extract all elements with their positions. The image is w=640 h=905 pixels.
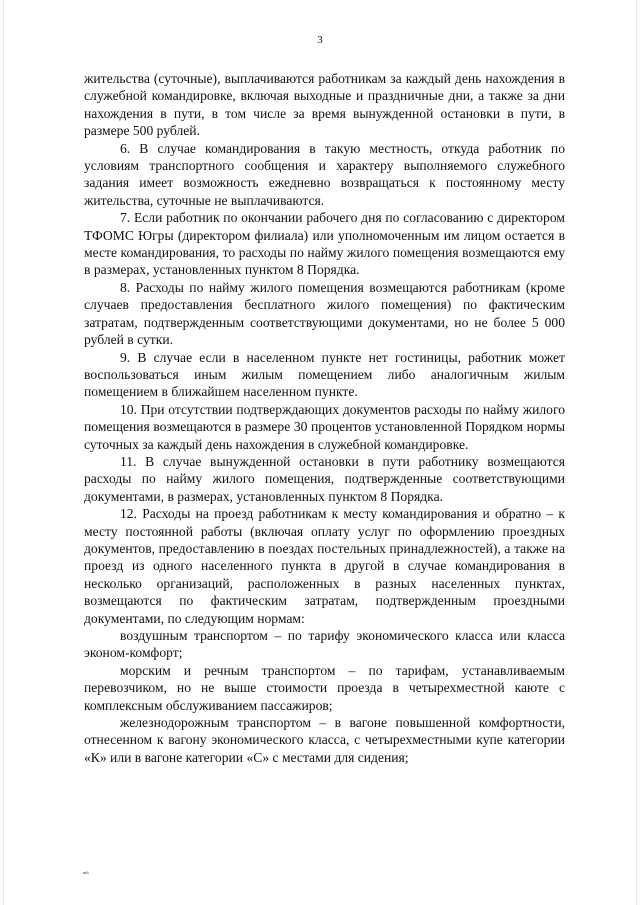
footer-mark: ᵐᵇ <box>83 870 89 878</box>
paragraph-air-transport: воздушным транспортом – по тарифу экономического класса или класса эконом-комфорт; <box>84 628 565 661</box>
paragraph-item-8: 8. Расходы по найму жилого помещения возмещаются работникам (кроме случаев предоставления бесплатного жилого помещения) по фактическим затратам, подтвержденным соответствующими документами, но не более 5 000 рублей в сутки. <box>84 279 565 348</box>
paragraph-continuation: жительства (суточные), выплачиваются работникам за каждый день нахождения в служебной командировке, включая выходные и праздничные дни, а также за дни нахождения в пути, в том числе за время вынужденной остановки в пути, в размере 500 рублей. <box>84 71 565 139</box>
paragraph-item-10: 10. При отсутствии подтверждающих документов расходы по найму жилого помещения возмещаются в размере 30 процентов установленной Порядком нормы суточных за каждый день нахождения в служебной командировке. <box>84 401 565 452</box>
paragraph-item-11: 11. В случае вынужденной остановки в пути работнику возмещаются расходы по найму жилого помещения, подтвержденные соответствующими документами, в размерах, установленных пунктом 8 Порядка. <box>84 453 565 504</box>
paragraph-item-6: 6. В случае командирования в такую местность, откуда работник по условиям транспортного сообщения и характеру выполняемого служебного задания имеет возможность ежедневно возвращаться к постоянному месту жительства, суточные не выплачиваются. <box>84 140 565 208</box>
page-number: 3 <box>317 34 323 46</box>
scan-edge-left <box>3 0 4 905</box>
document-body <box>84 70 565 766</box>
scan-edge-right <box>636 0 637 905</box>
paragraph-rail-transport: железнодорожным транспортом – в вагоне повышенной комфортности, отнесенном к вагону экономического класса, с четырехместными купе категории «К» или в вагоне категории «С» с местами для сидения; <box>84 715 565 765</box>
paragraph-item-9: 9. В случае если в населенном пункте нет гостиницы, работник может воспользоваться иным жилым помещением либо аналогичным жилым помещением в ближайшем населенном пункте. <box>84 349 565 400</box>
paragraph-item-7: 7. Если работник по окончании рабочего дня по согласованию с директором ТФОМС Югры (директором филиала) или уполномоченным им лицом остается в месте командирования, то расходы по найму жилого помещения возмещаются ему в размерах, установленных пунктом 8 Порядка. <box>84 210 565 278</box>
paragraph-item-12: 12. Расходы на проезд работникам к месту командирования и обратно – к месту постоянной работы (включая оплату услуг по оформлению проездных документов, предоставлению в поездах постельных принадлежностей), а также на проезд из одного населенного пункта в другой в случае командирования в несколько организаций, расположенных в разных населенных пунктах, возмещаются по фактическим затратам, подтвержденным проездными документами, по следующим нормам: <box>84 506 565 626</box>
paragraph-sea-river-transport: морским и речным транспортом – по тарифам, устанавливаемым перевозчиком, но не выше стоимости проезда в четырехместной каюте с комплексным обслуживанием пассажиров; <box>84 662 565 713</box>
